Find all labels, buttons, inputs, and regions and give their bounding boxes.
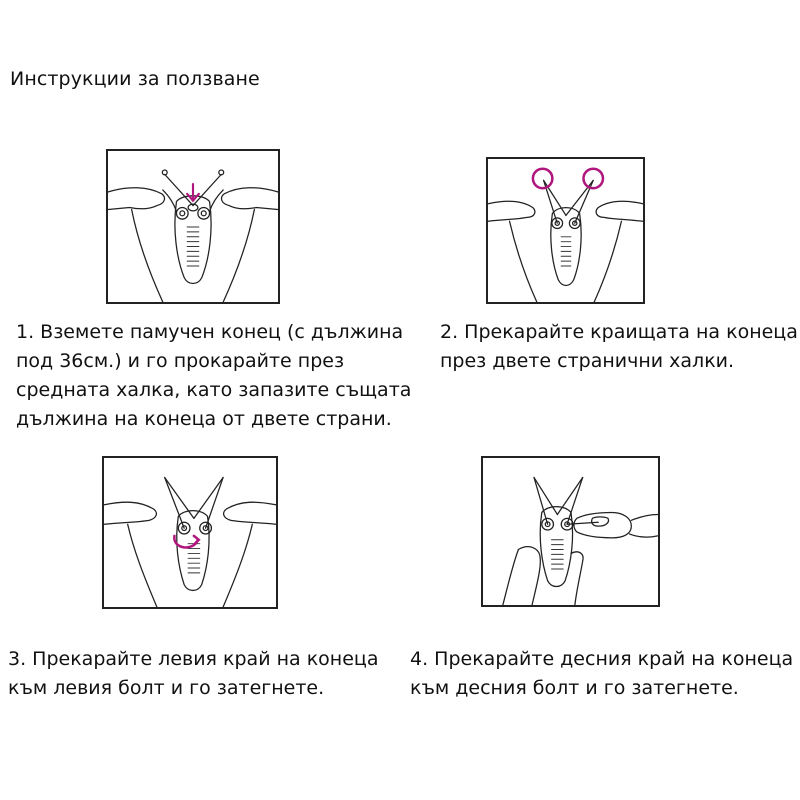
step-2-illustration (486, 157, 645, 304)
step-1-illustration (106, 149, 280, 304)
hand-icon (574, 513, 658, 538)
step-3-illustration (102, 456, 278, 609)
step-2-caption: 2. Прекарайте краищата на конеца през двете странични халки. (440, 321, 798, 372)
step-4-caption: 4. Прекарайте десния край на конеца към десния болт и го затегнете. (410, 648, 794, 699)
page-title: Инструкции за ползване (10, 68, 260, 90)
down-arrow-icon (187, 184, 199, 201)
highlight-circle-icon (533, 169, 603, 188)
rotate-arrow-icon (174, 536, 198, 548)
step-1-caption: 1. Вземете памучен конец (с дължина под 36см.) и го прокарайте през средната халка, като запазите същата дължина на конеца от двете страни. (16, 321, 412, 430)
step-4-illustration (481, 456, 660, 607)
step-3-caption: 3. Прекарайте левия край на конеца към левия болт и го затегнете. (8, 648, 379, 699)
